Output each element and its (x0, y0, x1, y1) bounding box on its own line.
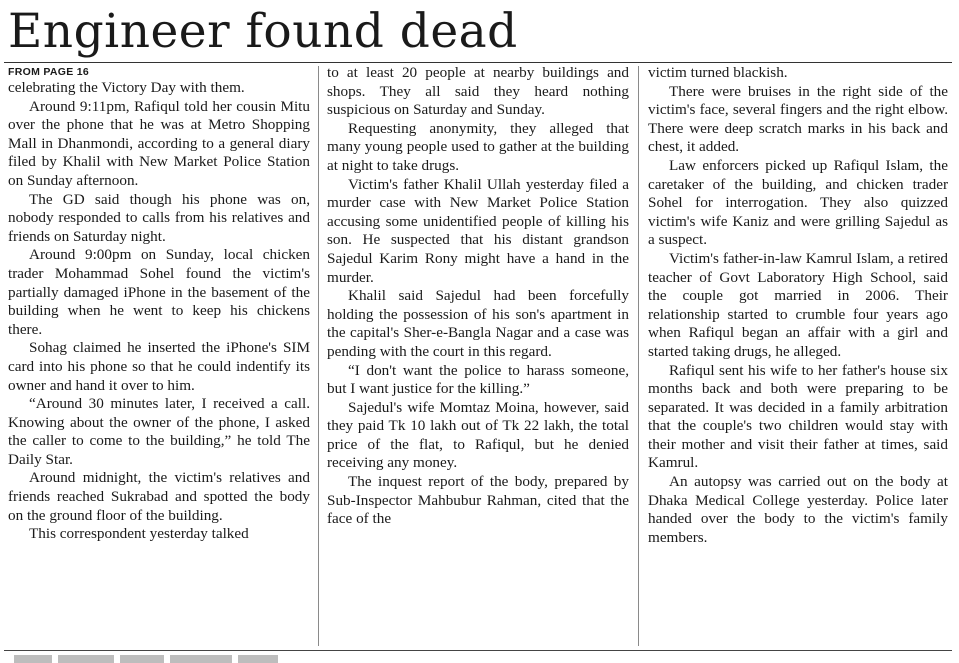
article-paragraph: Khalil said Sajedul had been forcefully holding the possession of his son's apartment in the capital's Sher-e-Bangla Nagar and a case was pending with the court in this regard. (327, 287, 629, 360)
article-paragraph: This correspondent yesterday talked (29, 525, 249, 543)
article-paragraph: Law enforcers picked up Rafiqul Islam, the caretaker of the building, and chicken trader Sohel for interrogation. They also quizzed victim's wife Kaniz and were grilling Sajedul as a suspect. (648, 156, 948, 249)
headline-rule (4, 62, 952, 63)
article-paragraph: Around 9:00pm on Sunday, local chicken trader Mohammad Sohel found the victim's partially damaged iPhone in the basement of the building when he went to keep his chickens there. (8, 246, 310, 338)
article-paragraph: Victim's father Khalil Ullah yesterday filed a murder case with New Market Police Station accusing some unidentified people of killing his son. He suspected that his distant grandson Sajedul Karim Rony might have a hand in the murder. (327, 175, 629, 286)
clipped-next-article-text (14, 655, 294, 663)
article-column-3 (648, 64, 948, 547)
article-paragraph: Rafiqul sent his wife to her father's house six months back and both were preparing to be separated. It was decided in a family arbitration that the couple's two children would stay with their mother and visit their father at times, said Kamrul. (648, 361, 948, 472)
jump-line: FROM PAGE 16 (8, 66, 90, 78)
article-column-2 (327, 64, 629, 529)
article-paragraph: There were bruises in the right side of the victim's face, several fingers and the right elbow. There were deep scratch marks in his back and chest, it added. (648, 82, 948, 156)
article-paragraph: Sajedul's wife Momtaz Moina, however, said they paid Tk 10 lakh out of Tk 22 lakh, the total price of the flat, to Rafiqul, but he denied receiving any money. (327, 398, 629, 472)
article-paragraph: celebrating the Victory Day with them. (8, 79, 245, 96)
article-paragraph: An autopsy was carried out on the body at Dhaka Medical College yesterday. Police later handed over the body to the victim's family members. (648, 473, 948, 546)
article-paragraph: Sohag claimed he inserted the iPhone's SIM card into his phone so that he could indentify its owner and hand it over to him. (8, 339, 310, 394)
article-paragraph: “I don't want the police to harass someone, but I want justice for the killing.” (327, 361, 629, 398)
article-paragraph: Around midnight, the victim's relatives and friends reached Sukrabad and spotted the body on the ground floor of the building. (8, 469, 310, 524)
article-paragraph: victim turned blackish. (648, 64, 788, 81)
headline: Engineer found dead (8, 4, 518, 59)
article-paragraph: Victim's father-in-law Kamrul Islam, a retired teacher of Govt Laboratory High School, said the couple got married in 2006. Their relationship started to crumble four years ago when Rafiqul began an affair with a girl and started taking drugs, he alleged. (648, 249, 948, 360)
article-paragraph: The GD said though his phone was on, nobody responded to calls from his relatives and friends on Saturday night. (8, 190, 310, 245)
article-paragraph: Around 9:11pm, Rafiqul told her cousin Mitu over the phone that he was at Metro Shopping Mall in Dhanmondi, according to a general diary filed by Khalil with New Market Police Station on Sunday afternoon. (8, 97, 310, 189)
article-column-1 (8, 64, 310, 544)
footer-rule (4, 650, 952, 651)
article-paragraph: to at least 20 people at nearby buildings and shops. They all said they heard nothing suspicious on Saturday and Sunday. (327, 64, 629, 119)
article-paragraph: The inquest report of the body, prepared by Sub-Inspector Mahbubur Rahman, cited that the face of the (327, 473, 629, 528)
column-divider (638, 66, 639, 646)
column-divider (318, 66, 319, 646)
article-paragraph: “Around 30 minutes later, I received a call. Knowing about the owner of the phone, I asked the caller to come to the building,” he told The Daily Star. (8, 395, 310, 468)
article-paragraph: Requesting anonymity, they alleged that many young people used to gather at the building at night to take drugs. (327, 119, 629, 174)
